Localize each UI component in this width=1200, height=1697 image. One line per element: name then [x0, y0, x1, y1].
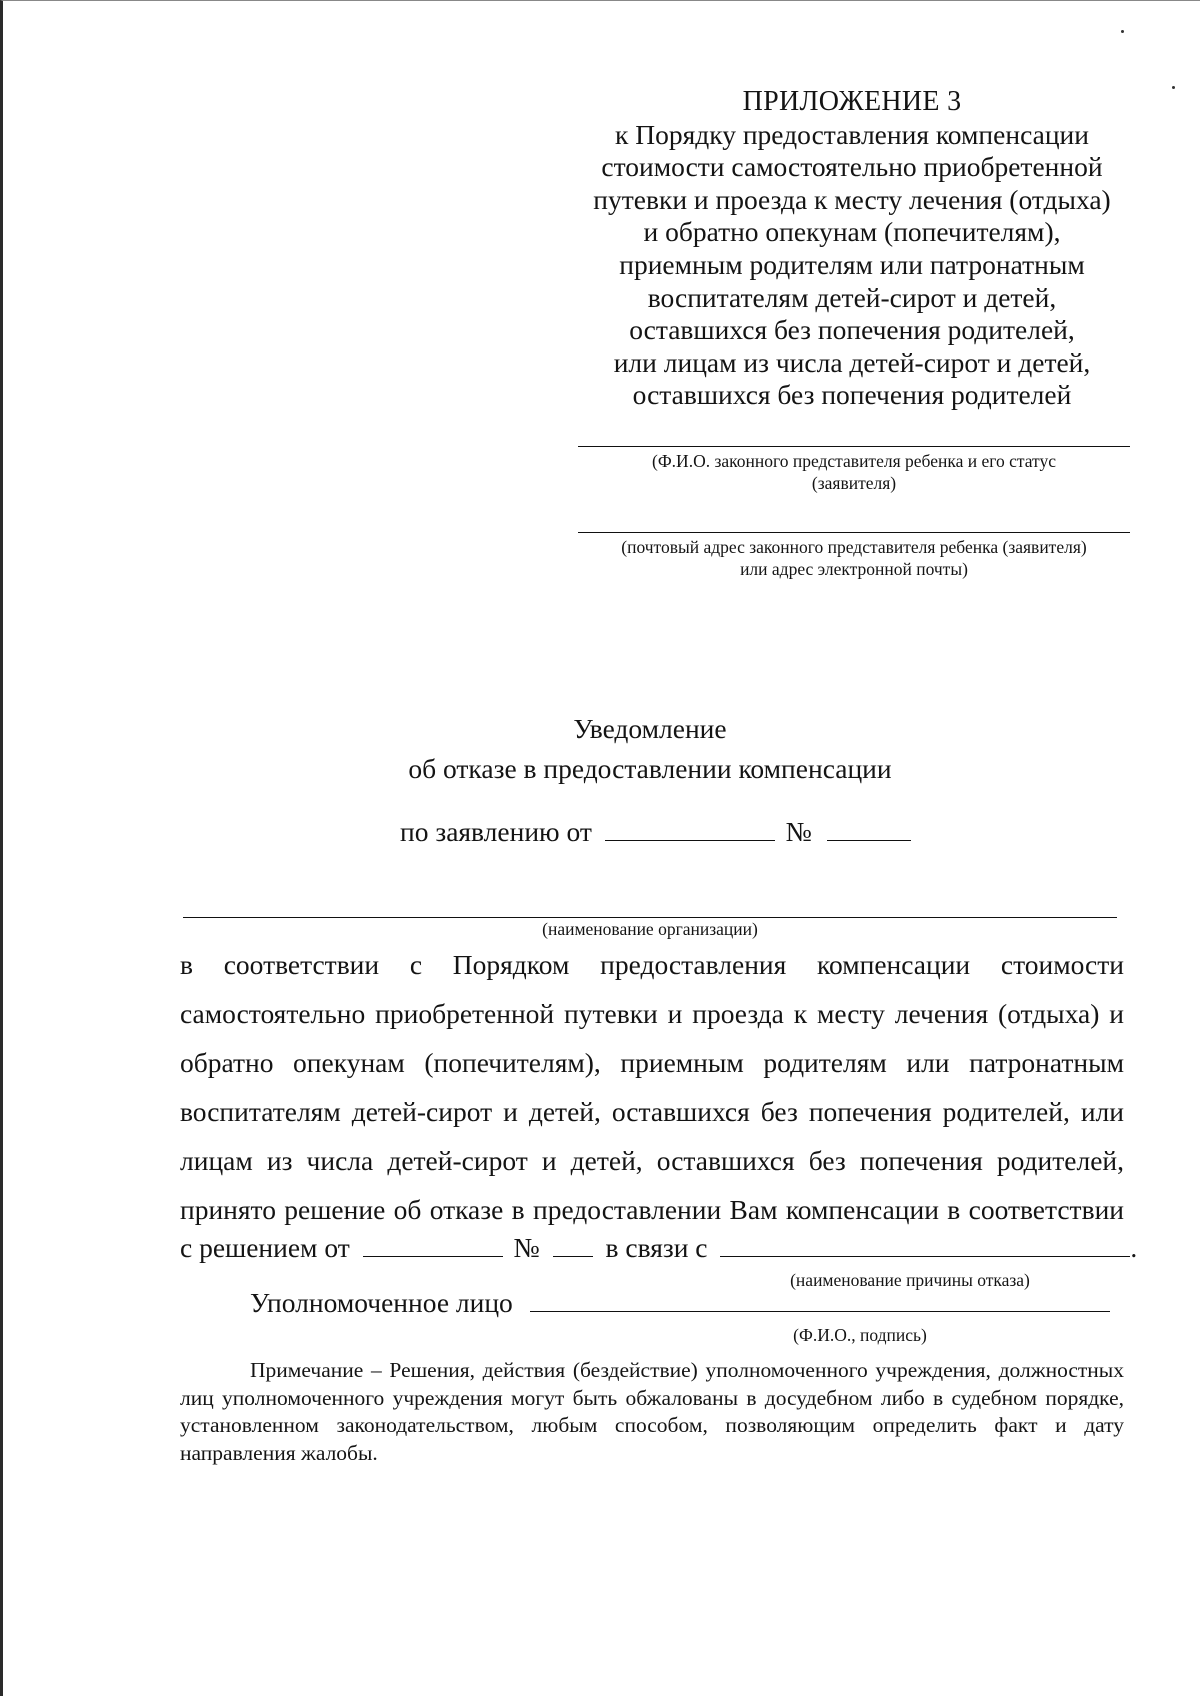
- body-line: принято решение об отказе в предоставлении Вам компенсации в соответствии: [180, 1194, 1124, 1225]
- note-paragraph: [180, 1357, 1124, 1467]
- body-line: в соответствии с Порядком предоставления компенсации стоимости: [180, 949, 1124, 980]
- reason-caption: (наименование причины отказа): [790, 1270, 1030, 1290]
- decision-number-sign: №: [513, 1232, 540, 1263]
- appendix-line: оставшихся без попечения родителей: [632, 379, 1072, 411]
- appendix-line: и обратно опекунам (попечителям),: [643, 216, 1061, 248]
- appendix-title: ПРИЛОЖЕНИЕ 3: [742, 86, 962, 117]
- appendix-header: [578, 86, 1126, 412]
- appendix-line: оставшихся без попечения родителей,: [629, 314, 1075, 346]
- signature-caption: (Ф.И.О., подпись): [793, 1325, 927, 1345]
- body-line: лицам из числа детей-сирот и детей, оставшихся без попечения родителей,: [180, 1145, 1124, 1176]
- applicant-address-field[interactable]: [578, 532, 1130, 580]
- application-number-blank[interactable]: [827, 816, 911, 841]
- decision-date-blank[interactable]: [363, 1232, 503, 1257]
- applicant-name-line: [578, 446, 1130, 447]
- body-line: воспитателям детей-сирот и детей, оставшихся без попечения родителей, или: [180, 1096, 1124, 1127]
- appendix-line: путевки и проезда к месту лечения (отдыха): [593, 183, 1111, 215]
- applicant-name-field[interactable]: [578, 446, 1130, 494]
- applicant-name-caption: (Ф.И.О. законного представителя ребенка и его статус (заявителя): [652, 451, 1056, 493]
- appendix-line: воспитателям детей-сирот и детей,: [647, 281, 1057, 313]
- organization-caption: (наименование организации): [542, 919, 758, 939]
- notice-title: [0, 709, 1200, 789]
- body-line: самостоятельно приобретенной путевки и проезда к месту лечения (отдыха) и: [180, 998, 1124, 1029]
- authorized-person-line: [250, 1287, 1110, 1319]
- decision-prefix: с решением от: [180, 1232, 350, 1263]
- appendix-line: или лицам из числа детей-сирот и детей,: [613, 346, 1091, 378]
- body-paragraph: [180, 940, 1124, 1234]
- scan-speck: [1172, 86, 1175, 89]
- number-sign: №: [785, 816, 812, 847]
- appendix-line: к Порядку предоставления компенсации: [615, 118, 1089, 150]
- notice-heading: Уведомление: [573, 713, 727, 744]
- notice-subheading: об отказе в предоставлении компенсации: [408, 753, 892, 784]
- reason-blank[interactable]: [720, 1232, 1130, 1257]
- applicant-address-line: [578, 532, 1130, 533]
- ref-prefix: по заявлению от: [400, 816, 592, 847]
- appendix-line: приемным родителям или патронатным: [619, 248, 1085, 280]
- application-date-blank[interactable]: [605, 816, 775, 841]
- decision-number-blank[interactable]: [553, 1232, 593, 1257]
- body-line: обратно опекунам (попечителям), приемным родителям или патронатным: [180, 1047, 1124, 1078]
- application-reference: [400, 816, 911, 848]
- scan-speck: [1121, 30, 1124, 33]
- note-text: Примечание – Решения, действия (бездействие) уполномоченного учреждения, должностных лиц уполномоченного учреждения могут быть обжалованы в досудебном либо в судебном порядке, установленном законодательством, любым способом, позволяющим определить факт и дату направления жалобы.: [180, 1358, 1124, 1465]
- reason-prefix: в связи с: [605, 1232, 708, 1263]
- authorized-signature-blank[interactable]: [530, 1287, 1110, 1312]
- decision-line: [180, 1232, 1138, 1264]
- applicant-address-caption: (почтовый адрес законного представителя ребенка (заявителя) или адрес электронной почты): [621, 537, 1087, 579]
- authorized-label: Уполномоченное лицо: [250, 1287, 513, 1318]
- end-period: .: [1130, 1232, 1138, 1263]
- appendix-line: стоимости самостоятельно приобретенной: [601, 151, 1103, 183]
